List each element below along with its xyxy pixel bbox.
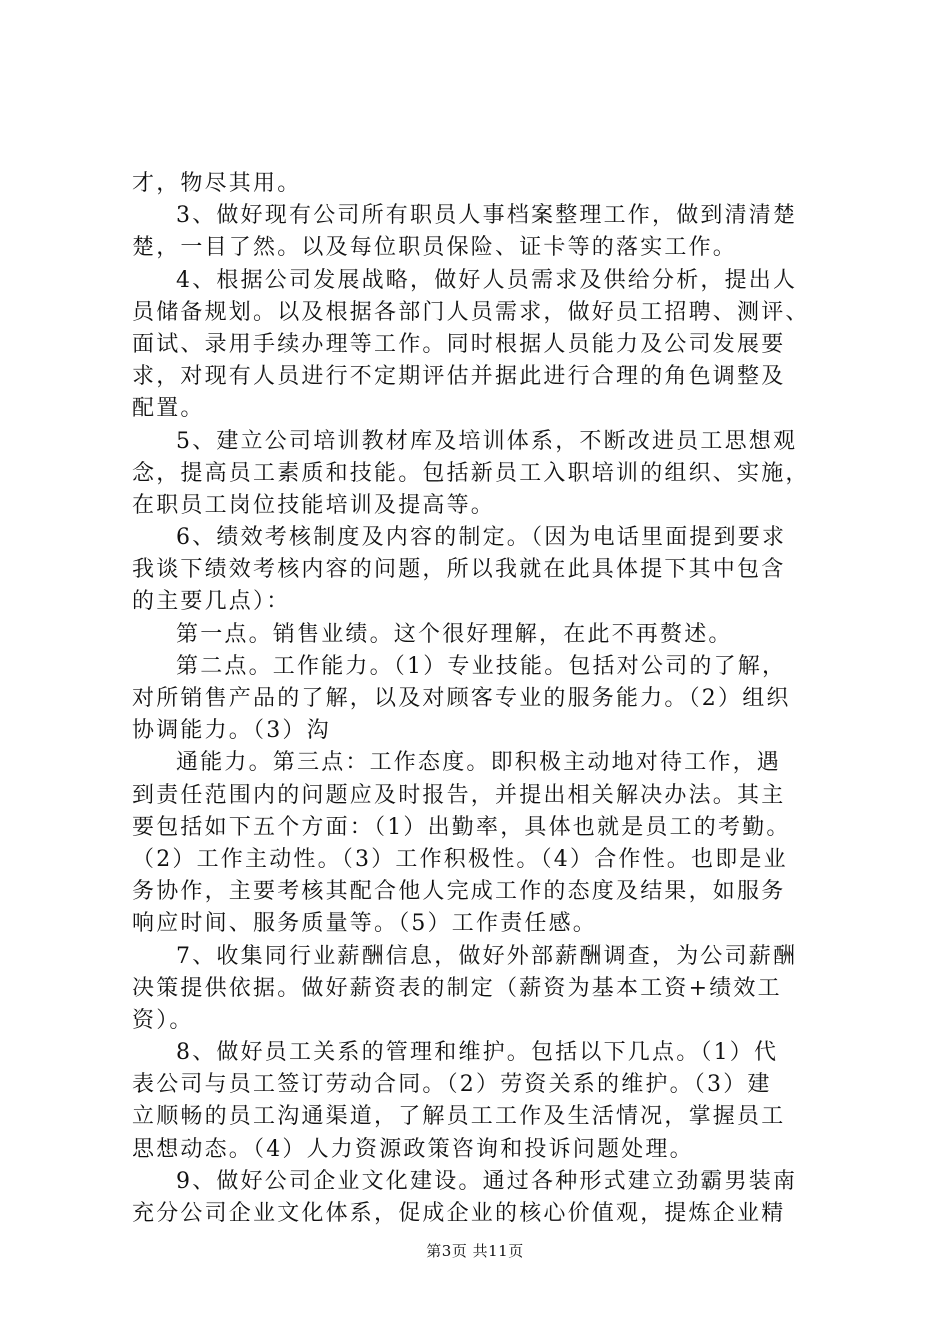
text-line: 我谈下绩效考核内容的问题，所以我就在此具体提下其中包含 [132,557,786,583]
text-line: 对所销售产品的了解，以及对顾客专业的服务能力。（2）组织 [132,686,791,711]
page-footer: 第3页 共11页 [426,1242,524,1260]
text-line: 7、收集同行业薪酬信息，做好外部薪酬调查，为公司薪酬 [176,943,798,969]
text-line: 第一点。销售业绩。这个很好理解，在此不再赘述。 [176,621,733,647]
text-line: 到责任范围内的问题应及时报告，并提出相关解决办法。其主 [132,782,786,808]
text-line: 6、绩效考核制度及内容的制定。（因为电话里面提到要求 [176,525,787,551]
text-line: 8、做好员工关系的管理和维护。包括以下几点。（1）代 [176,1040,779,1066]
text-line: 立顺畅的员工沟通渠道，了解员工工作及生活情况，掌握员工 [132,1104,786,1130]
text-line: 求，对现有人员进行不定期评估并据此进行合理的角色调整及 [132,364,786,390]
text-line: 第二点。工作能力。（1）专业技能。包括对公司的了解， [176,653,787,679]
text-line: 楚，一目了然。以及每位职员保险、证卡等的落实工作。 [132,235,738,261]
text-line: 念，提高员工素质和技能。包括新员工入职培训的组织、实施， [132,460,810,486]
text-line: 协调能力。（3）沟 [132,718,331,744]
text-line: （2）工作主动性。（3）工作积极性。（4）合作性。也即是业 [132,846,788,872]
document-body [132,168,836,1230]
text-line: 响应时间、服务质量等。（5）工作责任感。 [132,911,597,937]
text-line: 通能力。第三点：工作态度。即积极主动地对待工作，遇 [176,750,782,776]
text-line: 在职员工岗位技能培训及提高等。 [132,492,496,518]
text-line: 思想动态。（4）人力资源政策咨询和投诉问题处理。 [132,1136,694,1162]
text-line: 5、建立公司培训教材库及培训体系，不断改进员工思想观 [176,428,798,454]
text-line: 员储备规划。以及根据各部门人员需求，做好员工招聘、测评、 [132,299,810,325]
text-line: 务协作，主要考核其配合他人完成工作的态度及结果，如服务 [132,879,786,905]
text-line: 充分公司企业文化体系，促成企业的核心价值观，提炼企业精 [132,1201,786,1226]
text-line: 9、做好公司企业文化建设。通过各种形式建立劲霸男装南 [176,1168,798,1194]
text-line: 配置。 [132,396,205,422]
text-line: 资）。 [132,1007,194,1033]
text-line: 才，物尽其用。 [132,171,302,196]
text-line: 4、根据公司发展战略，做好人员需求及供给分析，提出人 [176,267,798,293]
text-line: 决策提供依据。做好薪资表的制定（薪资为基本工资+绩效工 [132,975,782,1001]
text-line: 3、做好现有公司所有职员人事档案整理工作，做到清清楚 [176,203,798,229]
text-line: 表公司与员工签订劳动合同。（2）劳资关系的维护。（3）建 [132,1072,772,1098]
text-line: 面试、录用手续办理等工作。同时根据人员能力及公司发展要 [132,331,786,357]
text-line: 的主要几点）： [132,589,291,615]
text-line: 要包括如下五个方面：（1）出勤率，具体也就是员工的考勤。 [132,814,791,840]
